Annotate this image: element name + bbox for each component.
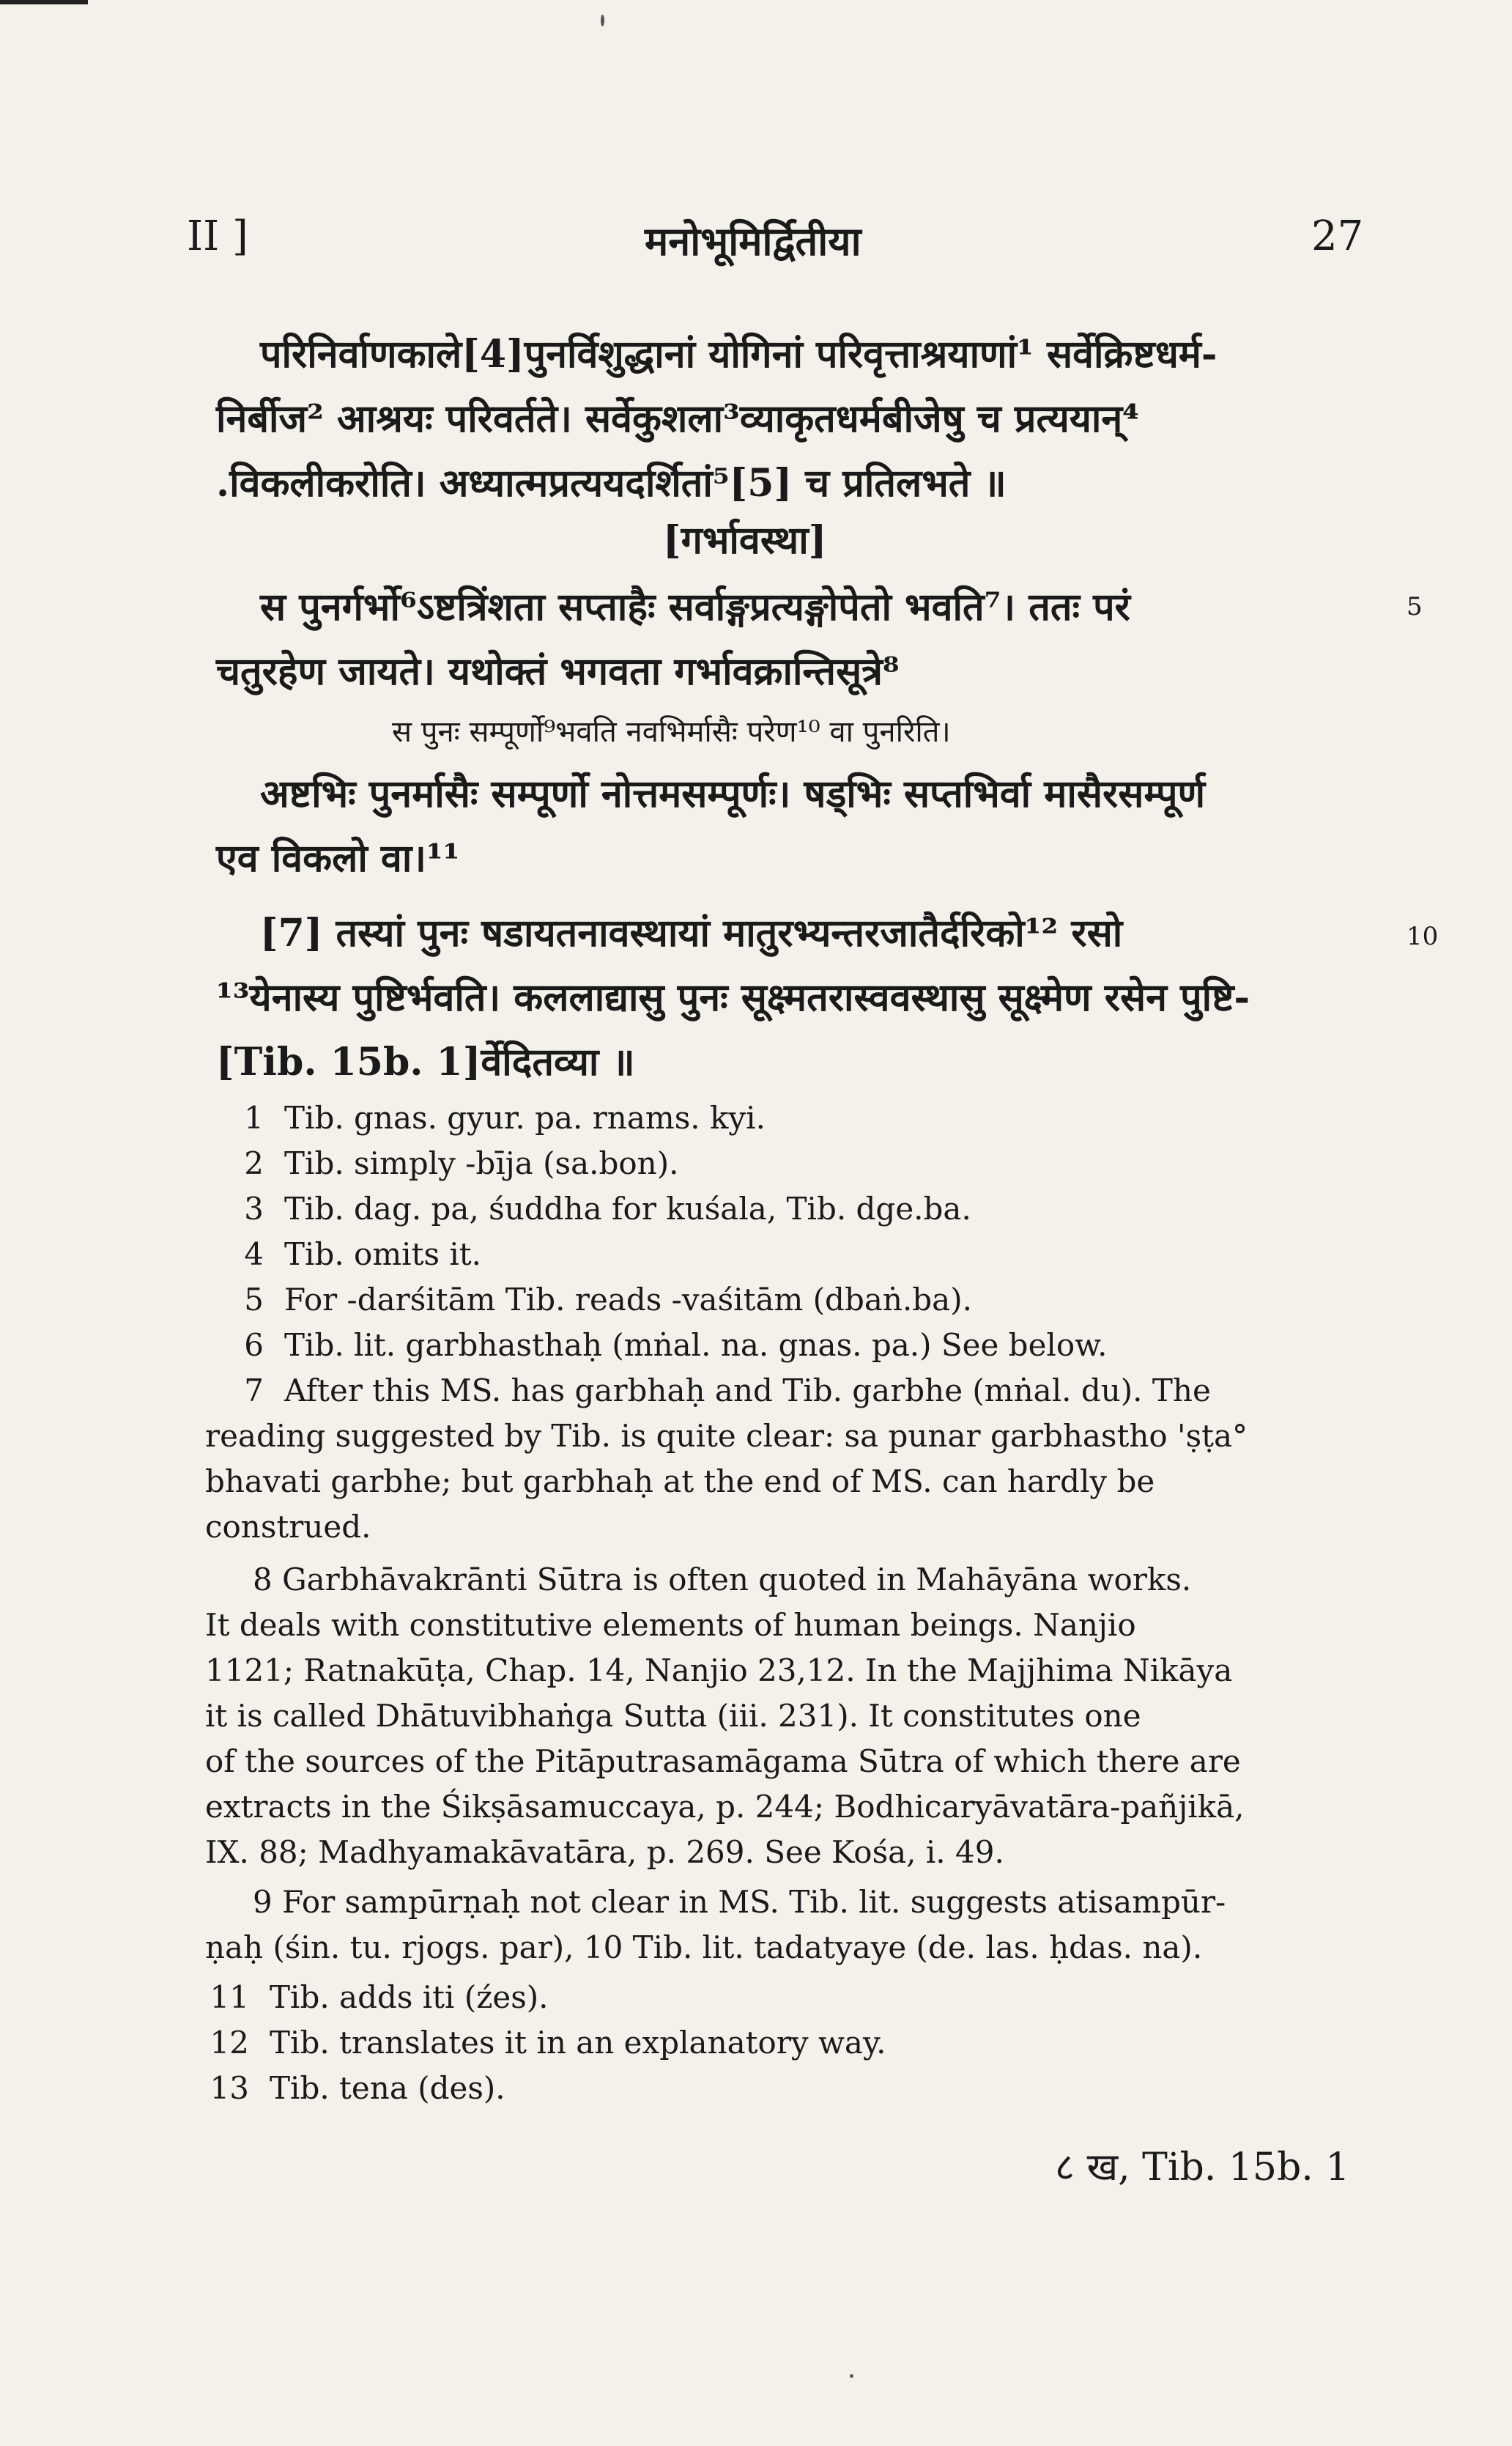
scan-speck (850, 2374, 853, 2378)
footnote-continuation: It deals with constitutive elements of human beings. Nanjio (205, 1607, 1136, 1643)
footnote: 6 Tib. lit. garbhasthaḥ (mṅal. na. gnas. pa.) See below. (244, 1327, 1108, 1363)
page-number: 27 (1311, 213, 1364, 260)
footnote-continuation: ṇaḥ (śin. tu. rjogs. par), 10 Tib. lit. tadatyaye (de. las. ḥdas. na). (205, 1929, 1203, 1965)
sanskrit-line: [7] तस्यां पुनः षडायतनावस्थायां मातुरभ्यन्तरजातैर्दरिको¹² रसो (260, 911, 1123, 956)
running-header (0, 213, 1512, 278)
sanskrit-line: अष्टभिः पुनर्मासैः सम्पूर्णो नोत्तमसम्पूर्णः। षड्भिः सप्तभिर्वा मासैरसम्पूर्ण (260, 772, 1206, 816)
line-number: 10 (1407, 922, 1439, 951)
footnote-continuation: reading suggested by Tib. is quite clear: sa punar garbhastho 'ṣṭa° (205, 1418, 1248, 1454)
signature-mark: ८ ख, Tib. 15b. 1 (1055, 2146, 1350, 2190)
sanskrit-line: [Tib. 15b. 1]र्वेदितव्या ॥ (216, 1040, 635, 1085)
footnote-continuation: of the sources of the Pitāputrasamāgama Sūtra of which there are (205, 1743, 1241, 1779)
footnote: 13 Tib. tena (des). (210, 2070, 505, 2106)
sanskrit-line: निर्बीज² आश्रयः परिवर्तते। सर्वेकुशला³व्याकृतधर्मबीजेषु च प्रत्ययान्⁴ (216, 396, 1139, 441)
footnote-continuation: construed. (205, 1509, 371, 1545)
scan-speck (601, 15, 604, 26)
footnote: 11 Tib. adds iti (źes). (210, 1979, 549, 2015)
sanskrit-line: एव विकलो वा।¹¹ (216, 836, 460, 881)
footnote-continuation: IX. 88; Madhyamakāvatāra, p. 269. See Kośa, i. 49. (205, 1834, 1004, 1870)
sutra-quote: स पुनः सम्पूर्णो⁹भवति नवभिर्मासैः परेण¹⁰ वा पुनरिति। (392, 715, 951, 749)
sanskrit-line: परिनिर्वाणकाले[4]पुनर्विशुद्धानां योगिनां परिवृत्ताश्रयाणां¹ सर्वेक्रिष्टधर्म- (260, 332, 1218, 377)
footnote: 4 Tib. omits it. (244, 1236, 482, 1272)
footnote-continuation: it is called Dhātuvibhaṅga Sutta (iii. 231). It constitutes one (205, 1698, 1141, 1734)
footnote-continuation: bhavati garbhe; but garbhaḥ at the end of MS. can hardly be (205, 1463, 1155, 1499)
sanskrit-line: चतुरहेण जायते। यथोक्तं भगवता गर्भावक्रान्तिसूत्रे⁸ (216, 649, 900, 694)
sanskrit-line: .विकलीकरोति। अध्यात्मप्रत्ययदर्शितां⁵[5] च प्रतिलभते ॥ (216, 461, 1007, 506)
section-heading: [गर्भावस्था] (663, 518, 827, 563)
footnote-continuation: extracts in the Śikṣāsamuccaya, p. 244; Bodhicaryāvatāra-pañjikā, (205, 1789, 1245, 1825)
running-title: मनोभूमिर्द्वितीया (645, 218, 861, 265)
footnote: 1 Tib. gnas. gyur. pa. rnams. kyi. (244, 1100, 766, 1136)
footnote: 8 Garbhāvakrānti Sūtra is often quoted in Mahāyāna works. (253, 1562, 1192, 1597)
section-marker: II ] (187, 213, 248, 260)
footnote: 7 After this MS. has garbhaḥ and Tib. garbhe (mṅal. du). The (244, 1372, 1211, 1408)
sanskrit-line: स पुनर्गर्भो⁶ऽष्टत्रिंशता सप्ताहैः सर्वाङ्गप्रत्यङ्गोपेतो भवति⁷। ततः परं (260, 585, 1130, 629)
footnote: 12 Tib. translates it in an explanatory way. (210, 2025, 886, 2061)
scan-artifact (0, 0, 88, 4)
footnote-continuation: 1121; Ratnakūṭa, Chap. 14, Nanjio 23,12. In the Majjhima Nikāya (205, 1652, 1233, 1688)
footnote: 3 Tib. dag. pa, śuddha for kuśala, Tib. dge.ba. (244, 1191, 971, 1227)
line-number: 5 (1407, 592, 1423, 621)
footnote: 5 For -darśitām Tib. reads -vaśitām (dbaṅ.ba). (244, 1282, 972, 1318)
footnote: 2 Tib. simply -bīja (sa.bon). (244, 1145, 679, 1181)
sanskrit-line: ¹³येनास्य पुष्टिर्भवति। कललाद्यासु पुनः सूक्ष्मतरास्ववस्थासु सूक्ष्मेण रसेन पुष्टि- (216, 975, 1250, 1020)
footnote: 9 For sampūrṇaḥ not clear in MS. Tib. lit. suggests atisampūr- (253, 1884, 1226, 1920)
